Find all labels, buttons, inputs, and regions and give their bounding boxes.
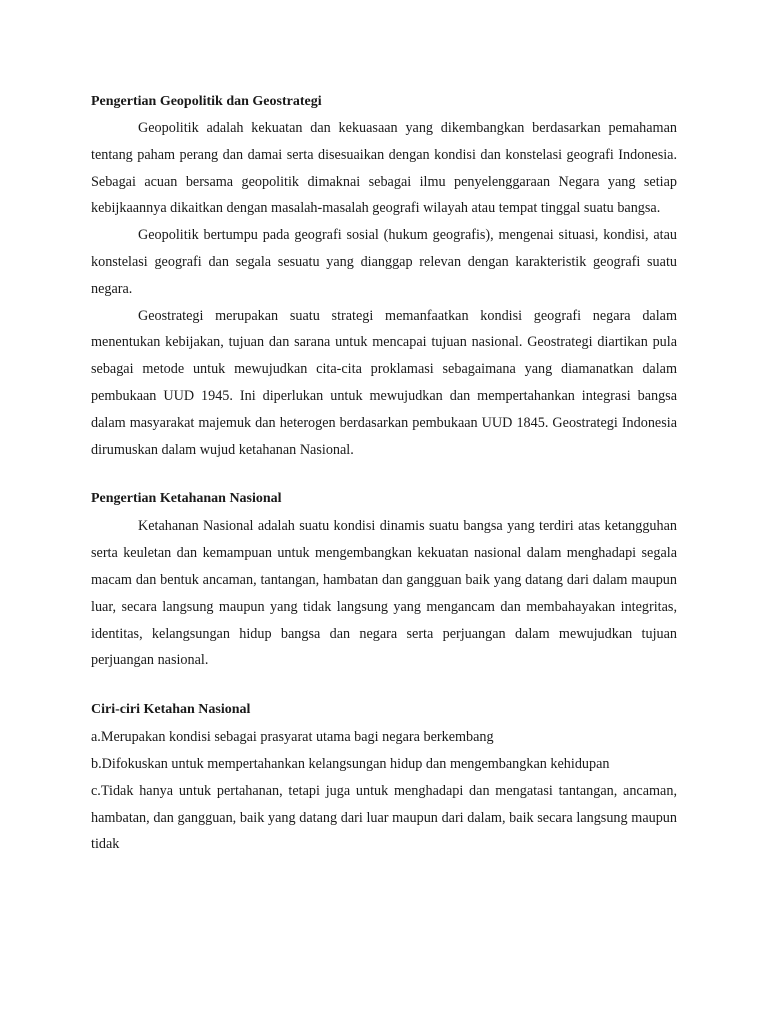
paragraph: Ketahanan Nasional adalah suatu kondisi dinamis suatu bangsa yang terdiri atas ketangguhan serta keuletan dan kemampuan untuk mengembangkan kekuatan nasional dalam menghadapi segala macam dan bentuk ancaman, tantangan, hambatan dan gangguan baik yang datang dari dalam maupun luar, secara langsung maupun yang tidak langsung yang mengancam dan membahayakan integritas, identitas, kelangsungan hidup bangsa dan negara serta perjuangan dalam mewujudkan tujuan perjuangan nasional. (91, 518, 677, 669)
section-heading: Ciri-ciri Ketahan Nasional (91, 702, 251, 718)
section-ketahanan-nasional (91, 487, 677, 674)
list-item: a.Merupakan kondisi sebagai prasyarat utama bagi negara berkembang (91, 729, 494, 746)
paragraph: Geopolitik bertumpu pada geografi sosial (hukum geografis), mengenai situasi, kondisi, atau konstelasi geografi dan segala sesuatu yang dianggap relevan dengan karakteristik geografi suatu negara. (91, 227, 677, 297)
section-heading: Pengertian Geopolitik dan Geostrategi (91, 94, 322, 109)
paragraph: Geostrategi merupakan suatu strategi memanfaatkan kondisi geografi negara dalam menentukan kebijakan, tujuan dan sarana untuk mencapai tujuan nasional. Geostrategi diartikan pula sebagai metode untuk mewujudkan cita-cita proklamasi sebagaimana yang diamanatkan dalam pembukaan UUD 1945. Ini diperlukan untuk mewujudkan dan mempertahankan integrasi bangsa dalam masyarakat majemuk dan heterogen berdasarkan pembukaan UUD 1845. Geostrategi Indonesia dirumuskan dalam wujud ketahanan Nasional. (91, 307, 677, 458)
list-item: b.Difokuskan untuk mempertahankan kelangsungan hidup dan mengembangkan kehidupan (91, 755, 610, 772)
section-heading: Pengertian Ketahanan Nasional (91, 491, 282, 507)
section-ciri-ciri (91, 698, 677, 858)
paragraph: Geopolitik adalah kekuatan dan kekuasaan yang dikembangkan berdasarkan pemahaman tentang paham perang dan damai serta disesuaikan dengan kondisi dan konstelasi geografi Indonesia. Sebagai acuan bersama geopolitik dimaknai sebagai ilmu penyelenggaraan Negara yang setiap kebijkaannya dikaitkan dengan masalah-masalah geografi wilayah atau tempat tinggal suatu bangsa. (91, 120, 677, 217)
list-item: c.Tidak hanya untuk pertahanan, tetapi juga untuk menghadapi dan mengatasi tantangan, ancaman, hambatan, dan gangguan, baik yang datang dari luar maupun dari dalam, baik secara langsung maupun tidak (91, 782, 677, 853)
section-geopolitik (91, 90, 677, 463)
